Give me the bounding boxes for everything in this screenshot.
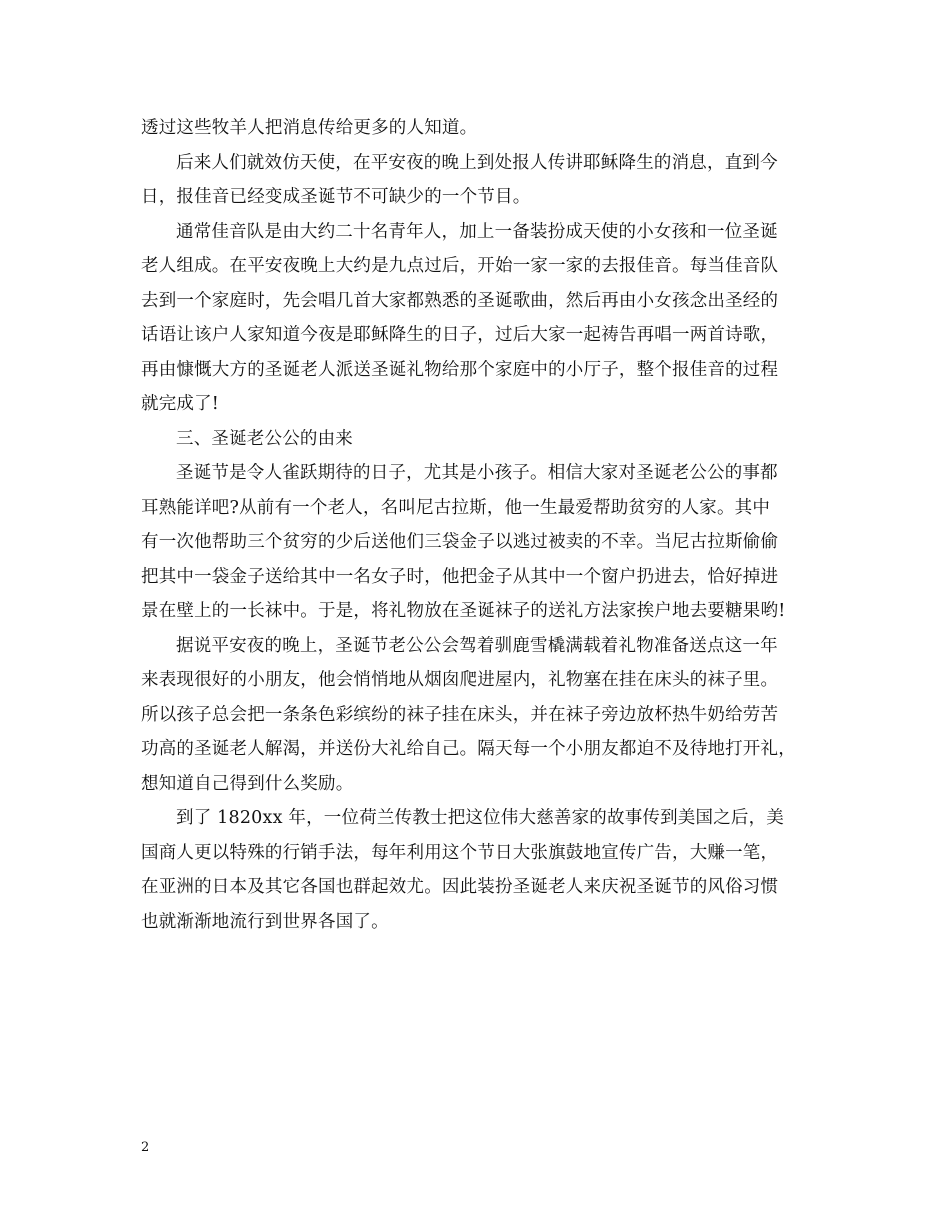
- text-line: 三、圣诞老公公的由来: [176, 428, 353, 449]
- text-line: 话语让该户人家知道今夜是耶稣降生的日子，过后大家一起祷告再唱一两首诗歌，: [141, 325, 779, 345]
- text-line: 日，报佳音已经变成圣诞节不可缺少的一个节目。: [141, 187, 531, 207]
- page-number: 2: [141, 1140, 150, 1155]
- text-line: 通常佳音队是由大约二十名青年人，加上一备装扮成天使的小女孩和一位圣诞: [176, 221, 778, 242]
- body-text: [141, 111, 831, 939]
- text-line: 老人组成。在平安夜晚上大约是九点过后，开始一家一家的去报佳音。每当佳音队: [141, 256, 779, 276]
- text-line: 把其中一袋金子送给其中一名女子时，他把金子从其中一个窗户扔进去，恰好掉进: [141, 566, 779, 587]
- text-line: 后来人们就效仿天使，在平安夜的晚上到处报人传讲耶稣降生的消息，直到今: [176, 152, 778, 173]
- text-line: 景在壁上的一长袜中。于是，将礼物放在圣诞袜子的送礼方法家挨户地去要糖果哟!: [141, 601, 786, 621]
- text-line: 想知道自己得到什么奖励。: [141, 773, 354, 794]
- text-line: 功高的圣诞老人解渴，并送份大礼给自己。隔天每一个小朋友都迫不及待地打开礼，: [141, 739, 796, 759]
- text-line: 再由慷慨大方的圣诞老人派送圣诞礼物给那个家庭中的小厅子，整个报佳音的过程: [141, 359, 779, 380]
- text-line: 透过这些牧羊人把消息传给更多的人知道。: [141, 118, 478, 138]
- text-line: 耳熟能详吧?从前有一个老人，名叫尼古拉斯，他一生最爱帮助贫穷的人家。其中: [141, 497, 771, 518]
- text-line: 来表现很好的小朋友，他会悄悄地从烟囱爬进屋内，礼物塞在挂在床头的袜子里。: [141, 670, 779, 690]
- text-line: 到了 1820xx 年，一位荷兰传教士把这位伟大慈善家的故事传到美国之后，美: [176, 808, 784, 828]
- text-line: 据说平安夜的晚上，圣诞节老公公会驾着驯鹿雪橇满载着礼物准备送点这一年: [176, 635, 778, 656]
- text-line: 国商人更以特殊的行销手法，每年利用这个节日大张旗鼓地宣传广告，大赚一笔，: [141, 842, 779, 863]
- text-line: 所以孩子总会把一条条色彩缤纷的袜子挂在床头，并在袜子旁边放杯热牛奶给劳苦: [141, 704, 779, 725]
- text-line: 在亚洲的日本及其它各国也群起效尤。因此装扮圣诞老人来庆祝圣诞节的风俗习惯: [141, 877, 779, 897]
- text-line: 就完成了!: [141, 394, 220, 414]
- text-line: 有一次他帮助三个贫穷的少后送他们三袋金子以逃过被卖的不幸。当尼古拉斯偷偷: [141, 532, 779, 552]
- text-line: 圣诞节是令人雀跃期待的日子，尤其是小孩子。相信大家对圣诞老公公的事都: [176, 463, 778, 483]
- text-line: 也就渐渐地流行到世界各国了。: [141, 911, 389, 932]
- text-line: 去到一个家庭时，先会唱几首大家都熟悉的圣诞歌曲，然后再由小女孩念出圣经的: [141, 290, 779, 311]
